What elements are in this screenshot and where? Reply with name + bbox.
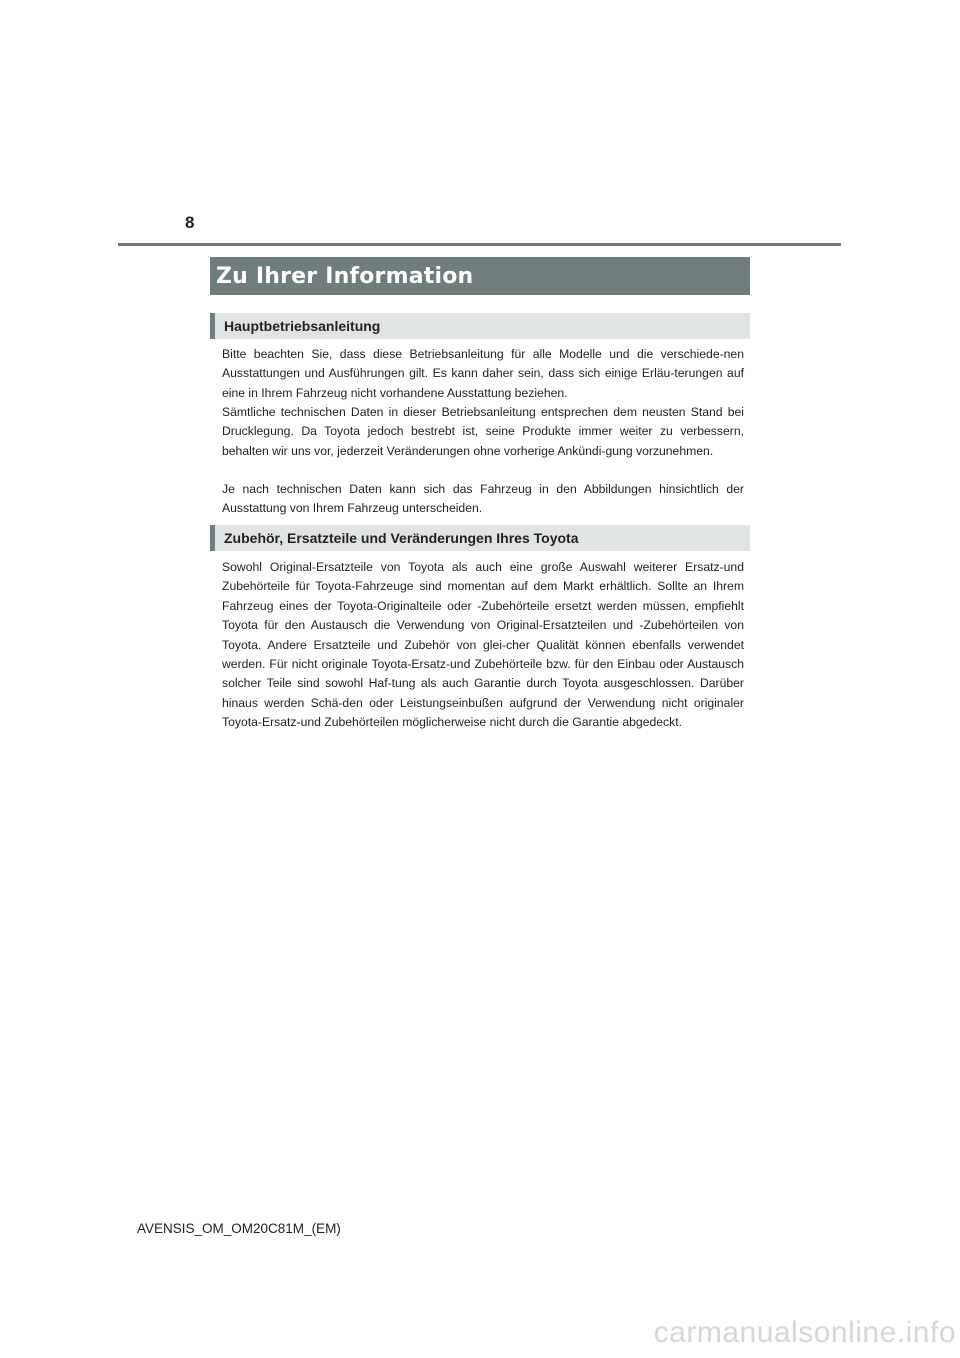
paragraph: Sowohl Original-Ersatzteile von Toyota als auch eine große Auswahl weiterer Ersatz-und Zubehörteile für Toyota-Fahrzeuge sind momentan auf dem Markt erhältlich. Sollte an Ihrem Fahrzeug eines der Toyota-Originalteile oder -Zubehörteile ersetzt werden müssen, empfiehlt Toyota für den Austausch die Verwendung von Original-Ersatzteilen und -Zubehörteilen von Toyota. Andere Ersatzteile und Zubehör von glei-cher Qualität können ebenfalls verwendet werden. Für nicht originale Toyota-Ersatz-und Zubehörteile bzw. für den Einbau oder Austausch solcher Teile sind sowohl Haf-tung als auch Garantie durch Toyota ausgeschlossen. Darüber hinaus werden Schä-den oder Leistungseinbußen aufgrund der Verwendung nicht originaler Toyota-Ersatz-und Zubehörteilen möglicherweise nicht durch die Garantie abgedeckt. [222,560,744,730]
section-heading-label: Hauptbetriebsanleitung [224,318,381,334]
page-title: Zu Ihrer Information [216,263,474,289]
header-rule [118,243,841,246]
page-number: 8 [185,213,195,232]
paragraph: Je nach technischen Daten kann sich das Fahrzeug in den Abbildungen hinsichtlich der Ausstattung von Ihrem Fahrzeug unterscheiden. [222,482,744,516]
paragraph: Sämtliche technischen Daten in dieser Betriebsanleitung entsprechen dem neusten Stand bei Drucklegung. Da Toyota jedoch bestrebt ist, seine Produkte immer weiter zu verbessern, behalten wir uns vor, jederzeit Veränderungen ohne vorherige Ankündi-gung vorzunehmen. [222,405,744,458]
page-title-bar [210,257,750,295]
section-heading-hauptbetriebsanleitung [210,313,750,339]
section-heading-label: Zubehör, Ersatzteile und Veränderungen Ihres Toyota [224,530,579,546]
watermark: carmanualsonline.info [653,1316,956,1349]
paragraph: Bitte beachten Sie, dass diese Betriebsanleitung für alle Modelle und die verschiede-nen Ausstattungen und Ausführungen gilt. Es kann daher sein, dass sich einige Erläu-terungen auf eine in Ihrem Fahrzeug nicht vorhandene Ausstattung beziehen. [222,347,744,400]
section-heading-zubehoer [210,525,750,551]
document-code-footer: AVENSIS_OM_OM20C81M_(EM) [137,1221,341,1236]
